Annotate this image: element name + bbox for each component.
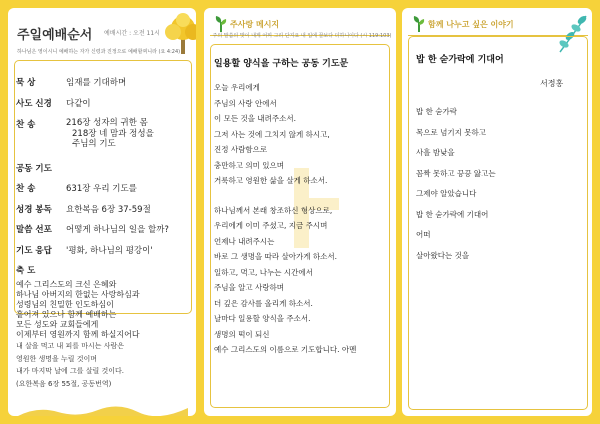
order-row-hymn-1 [16, 118, 154, 150]
prayer-line: 오늘 우리에게 [214, 83, 260, 92]
prayer-line: 주님을 알고 사랑하며 [214, 283, 284, 292]
poem-line: 어떠 [416, 230, 431, 239]
hymn-line: 주님의 기도 [72, 139, 116, 149]
poem-author: 서정홍 [540, 79, 564, 88]
order-row-prayer-response [16, 244, 153, 256]
prayer-line: 진정 사람함으로 [214, 145, 268, 154]
order-value: 다같이 [66, 99, 91, 109]
poem-line: 밥 한 숟가락 [416, 107, 457, 116]
prayer-line: 우리에게 이미 주셨고, 지금 주시며 [214, 221, 328, 230]
prayer-line: 그저 사는 것에 그치지 않게 하시고, [214, 129, 330, 139]
poem-line: 밥 한 숟가락에 기대어 [416, 209, 489, 219]
story-header-title: 함께 나누고 싶은 이야기 [428, 20, 514, 29]
order-row-sermon [16, 223, 169, 235]
poem-line: 살아왔다는 것을 [416, 250, 470, 260]
prayer-body [214, 80, 356, 358]
order-label: 공동 기도 [16, 164, 52, 174]
poem-line: 사흘 밤낮을 [416, 148, 455, 157]
prayer-line: 생명의 떡이 되신 [214, 329, 270, 339]
order-label: 찬 송 [16, 184, 36, 194]
worship-order-title: 주일예배순서 [17, 28, 93, 43]
benediction-line: 모든 성도와 교회들에게 [16, 320, 99, 329]
poem-line: 목으로 넘기지 못하고 [416, 127, 486, 137]
order-value: 요한복음 6장 37-59절 [66, 205, 151, 215]
story-panel [402, 8, 592, 416]
sprout-icon [214, 14, 228, 32]
closing-verse-line: 내가 마지막 날에 그를 살릴 것이다. [16, 367, 125, 375]
grass-decoration-icon [18, 402, 188, 416]
order-row-benediction [16, 264, 66, 276]
prayer-line: 이 모든 것을 내려주소서. [214, 114, 296, 123]
order-row-creed [16, 97, 91, 109]
order-label: 사도 신경 [16, 99, 52, 109]
prayer-title: 일용할 양식을 구하는 공동 기도문 [214, 59, 349, 69]
order-label: 기도 응답 [16, 246, 52, 256]
closing-verse-line: (요한복음 6장 55절, 공동번역) [16, 379, 112, 388]
top-verse: 하나님은 영이시니 예배하는 자가 신령과 진정으로 예배할찌니라 (요 4:24) [17, 49, 181, 55]
order-value: 임재를 기대하며 [66, 78, 127, 88]
worship-order-panel [8, 8, 196, 416]
order-row-scripture [16, 203, 151, 215]
closing-verse-line: 내 살을 먹고 내 피를 마시는 사람은 [16, 342, 125, 350]
order-label: 축 도 [16, 266, 36, 276]
benediction-line: 성령님의 친밀한 인도하심이 [16, 300, 114, 309]
order-label: 묵 상 [16, 78, 36, 88]
message-verse: 주의 말씀의 맛이 내게 어찌 그리 단지요 내 입에 꿀보다 더하니이다 (시 119:103) [212, 33, 392, 39]
order-row-common-prayer [16, 162, 66, 174]
order-row-meditation [16, 76, 126, 88]
worship-time: 예배시간 : 오전 11시 [104, 30, 160, 37]
sprout-icon [412, 14, 426, 32]
benediction-text [16, 280, 140, 340]
benediction-line: 흩어져 있으나 함께 예배하는 [16, 310, 117, 319]
order-label: 성경 봉독 [16, 205, 52, 215]
prayer-line: 일하고, 먹고, 나누는 시간에서 [214, 267, 313, 277]
order-label: 말씀 선포 [16, 225, 52, 235]
order-label: 찬 송 [16, 120, 36, 130]
closing-verse [16, 340, 124, 390]
order-value: '평화, 하나님의 평강이' [66, 246, 153, 256]
prayer-line: 언제나 내려주시는 [214, 236, 275, 246]
prayer-line: 하나님께서 본래 창조하신 형상으로, [214, 205, 333, 215]
benediction-line: 이제부터 영원까지 함께 하실지어다 [16, 330, 140, 339]
order-value: 어떻게 하나님의 일을 할까? [66, 225, 169, 235]
poem-line: 그제야 알았습니다 [416, 189, 477, 198]
order-row-hymn-2 [16, 182, 137, 194]
order-value: 631장 우리 기도를 [66, 184, 137, 194]
prayer-line: 주님의 사랑 안에서 [214, 98, 277, 108]
stanza-gap [214, 189, 356, 203]
poem-line: 꼼짝 못하고 끙끙 앓고는 [416, 168, 496, 178]
benediction-line: 예수 그리스도의 크신 은혜와 [16, 280, 117, 289]
poem-title: 밥 한 숟가락에 기대어 [416, 55, 504, 65]
prayer-line: 더 깊은 감사를 올리게 하소서. [214, 298, 313, 308]
hymn-line: 216장 성자의 귀한 몸 [66, 118, 148, 128]
prayer-line: 거룩하고 영원한 삶을 살게 하소서. [214, 176, 328, 185]
prayer-line: 날마다 일용할 양식을 주소서. [214, 314, 311, 323]
closing-verse-line: 영원한 생명을 누릴 것이며 [16, 354, 98, 363]
prayer-line: 바로 그 생명을 따라 살아가게 하소서. [214, 252, 337, 261]
prayer-line: 예수 그리스도의 이름으로 기도합니다. 아멘 [214, 345, 357, 354]
benediction-line: 하나님 아버지의 한없는 사랑하심과 [16, 290, 140, 299]
message-header-title: 주사랑 메시지 [230, 20, 280, 29]
hymn-line: 218장 네 맘과 정성을 [72, 128, 154, 139]
message-panel [204, 8, 396, 416]
prayer-line: 충만하고 의미 있으며 [214, 160, 284, 170]
poem-body [416, 102, 496, 266]
